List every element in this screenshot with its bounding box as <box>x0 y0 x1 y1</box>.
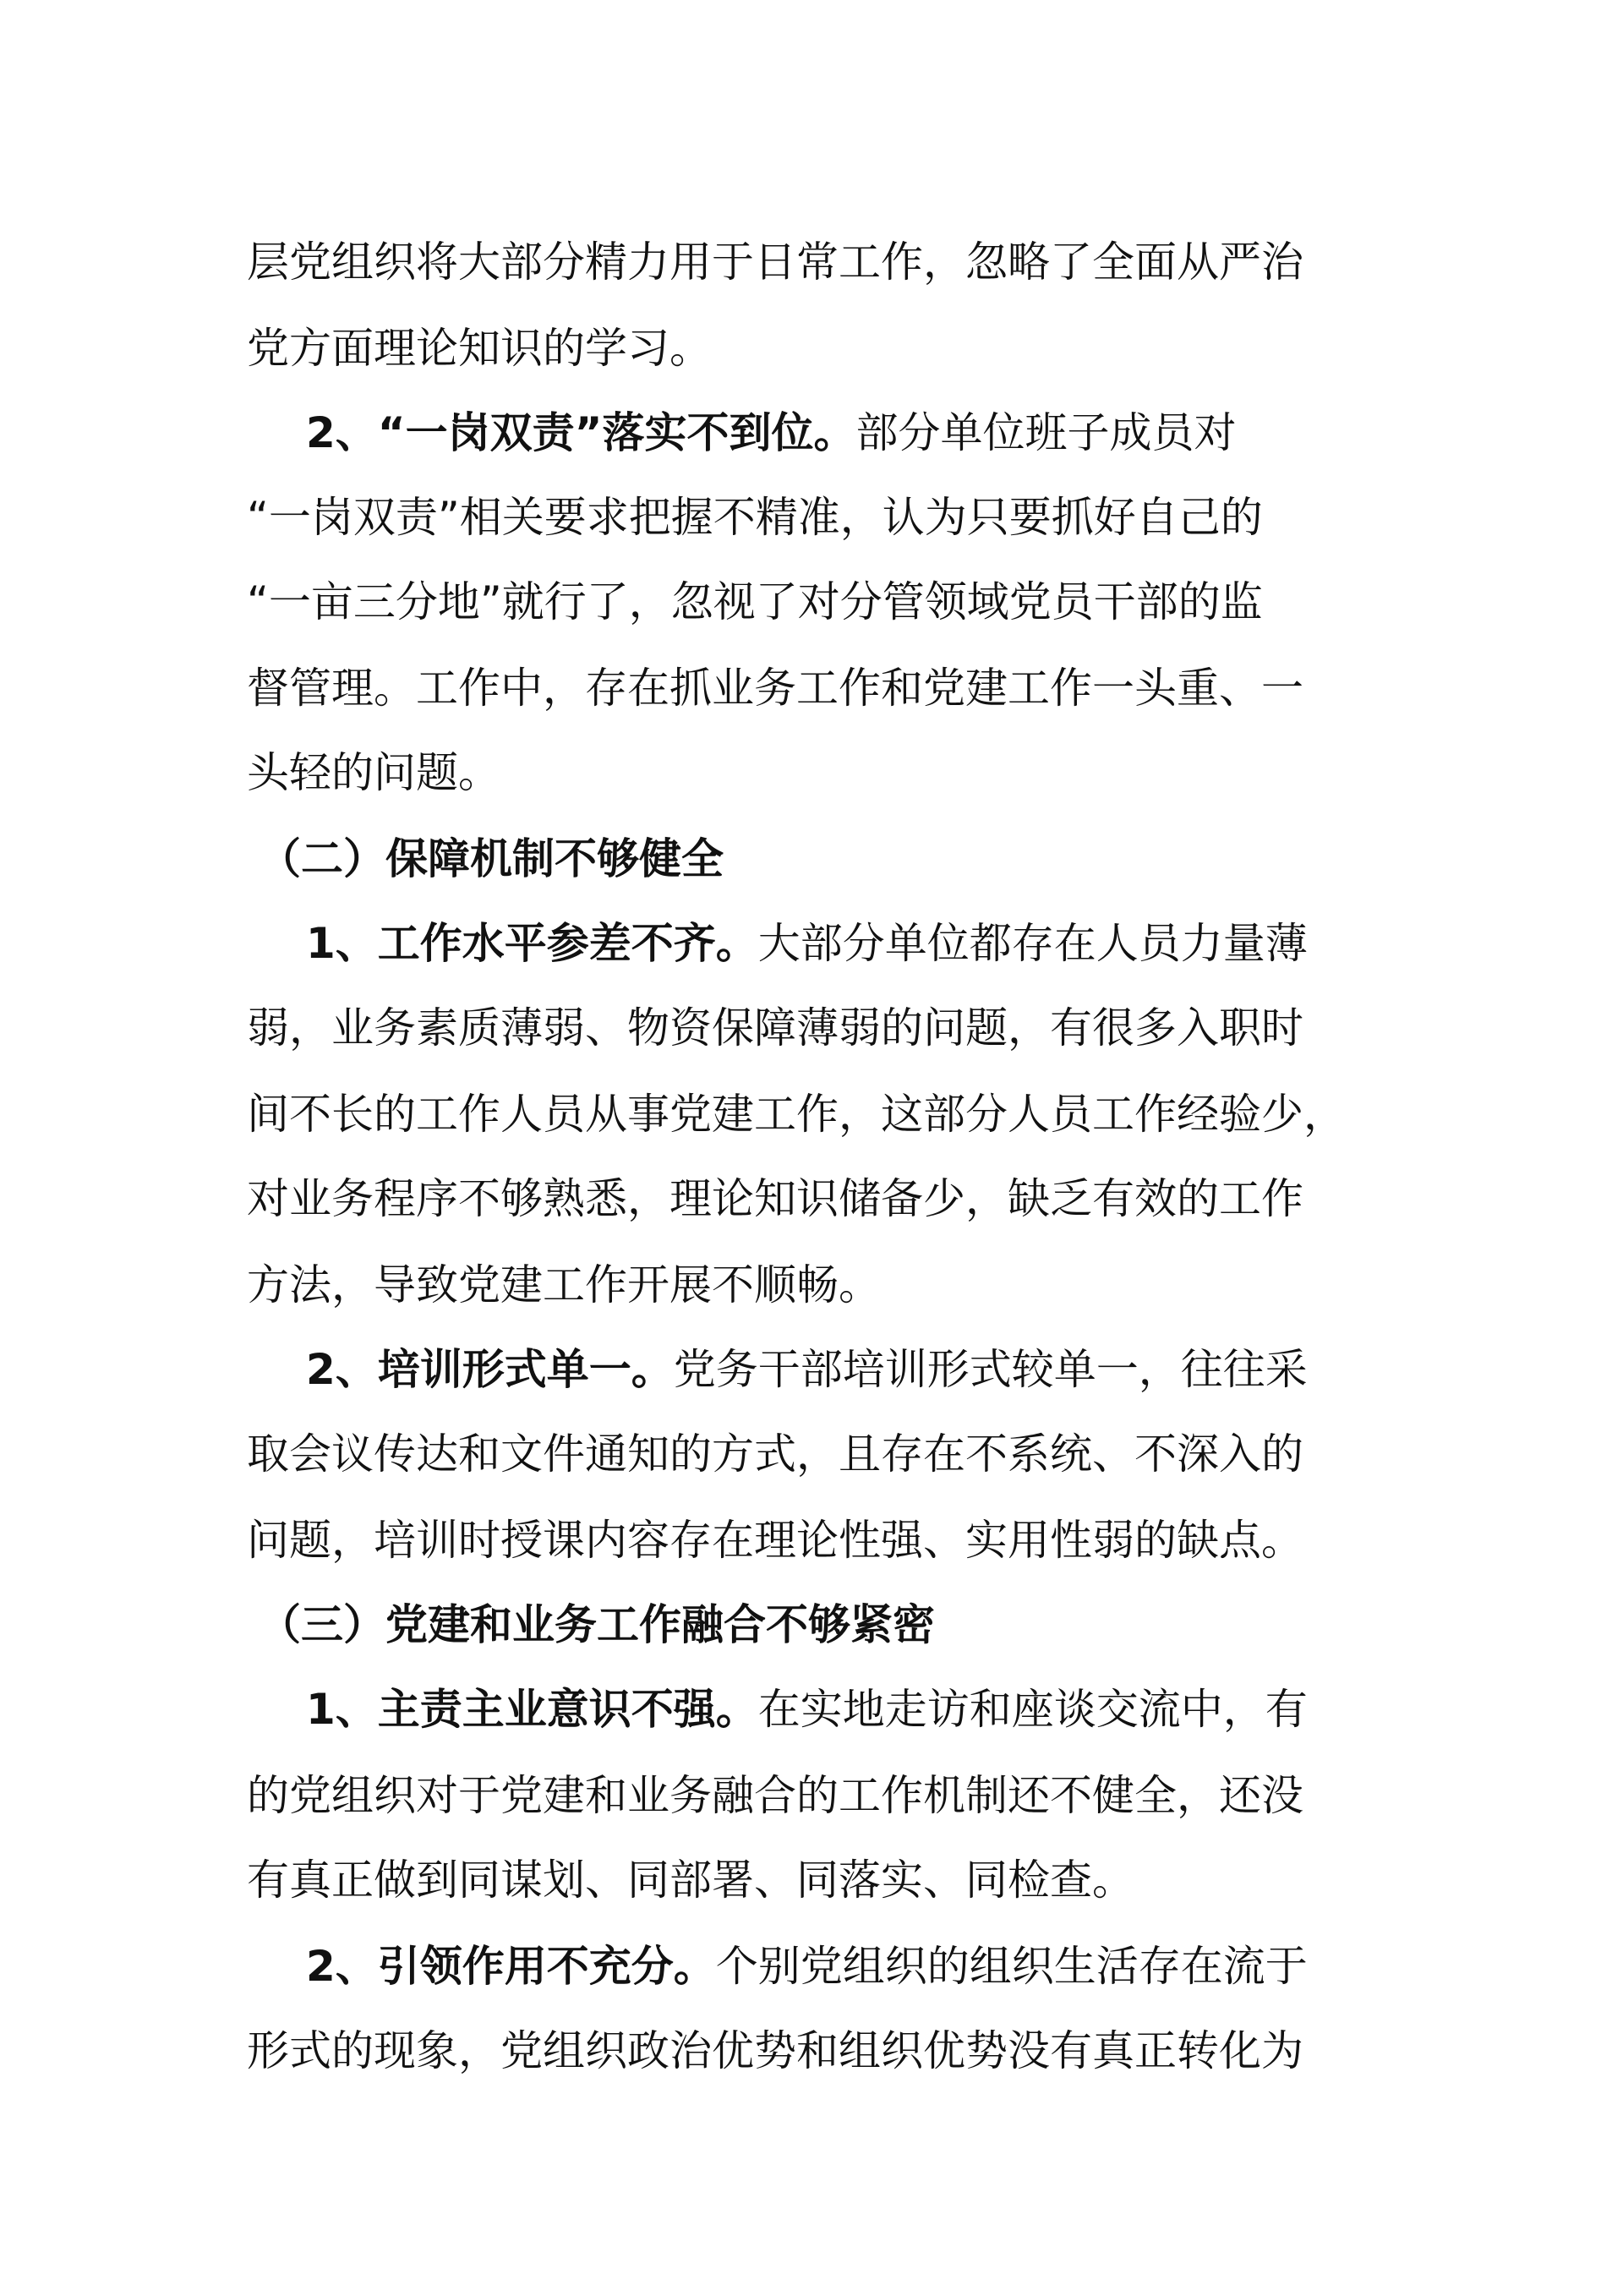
text-run: 在实地走访和座谈交流中，有 <box>757 1685 1308 1734</box>
section-heading: （三）党建和业务工作融合不够紧密 <box>259 1600 935 1649</box>
paragraph-lead-bold: 1、主责主业意识不强。 <box>306 1685 758 1734</box>
text-run: 党务干部培训形式较单一，往往采 <box>673 1345 1308 1394</box>
paragraph-lead-bold: 2、“一岗双责”落实不到位。 <box>306 408 856 457</box>
paragraph-first-line <box>247 1939 1439 1993</box>
text-line: 督管理。工作中，存在抓业务工作和党建工作一头重、一 <box>247 664 1303 713</box>
text-line: 的党组织对于党建和业务融合的工作机制还不健全，还没 <box>247 1771 1303 1820</box>
text-line: 间不长的工作人员从事党建工作，这部分人员工作经验少， <box>247 1090 1346 1139</box>
paragraph-first-line <box>247 1342 1439 1397</box>
text-line: 党方面理论知识的学习。 <box>247 324 712 373</box>
text-line: 有真正做到同谋划、同部署、同落实、同检查。 <box>247 1856 1134 1905</box>
text-line: “一亩三分地”就行了，忽视了对分管领域党员干部的监 <box>247 577 1263 626</box>
text-line: 取会议传达和文件通知的方式，且存在不系统、不深入的 <box>247 1430 1303 1479</box>
paragraph-lead-bold: 1、工作水平参差不齐。 <box>306 919 758 968</box>
text-line: 方法，导致党建工作开展不顺畅。 <box>247 1260 881 1309</box>
text-line: 头轻的问题。 <box>247 748 500 797</box>
paragraph-first-line <box>247 406 1439 460</box>
text-line: 问题，培训时授课内容存在理论性强、实用性弱的缺点。 <box>247 1516 1303 1565</box>
text-line: 弱，业务素质薄弱、物资保障薄弱的问题，有很多入职时 <box>247 1003 1303 1052</box>
text-line: 层党组织将大部分精力用于日常工作，忽略了全面从严治 <box>247 238 1303 287</box>
text-line: 形式的现象，党组织政治优势和组织优势没有真正转化为 <box>247 2026 1303 2075</box>
text-line: 对业务程序不够熟悉，理论知识储备少，缺乏有效的工作 <box>247 1174 1303 1223</box>
text-run: 部分单位班子成员对 <box>855 408 1237 457</box>
text-run: 个别党组织的组织生活存在流于 <box>715 1942 1308 1991</box>
paragraph-first-line <box>247 1682 1439 1736</box>
text-line: “一岗双责”相关要求把握不精准，认为只要抓好自己的 <box>247 493 1263 542</box>
paragraph-lead-bold: 2、引领作用不充分。 <box>306 1942 716 1991</box>
paragraph-first-line <box>247 916 1439 970</box>
section-heading: （二）保障机制不够健全 <box>259 834 724 883</box>
text-run: 大部分单位都存在人员力量薄 <box>757 919 1308 968</box>
paragraph-lead-bold: 2、培训形式单一。 <box>306 1345 674 1394</box>
